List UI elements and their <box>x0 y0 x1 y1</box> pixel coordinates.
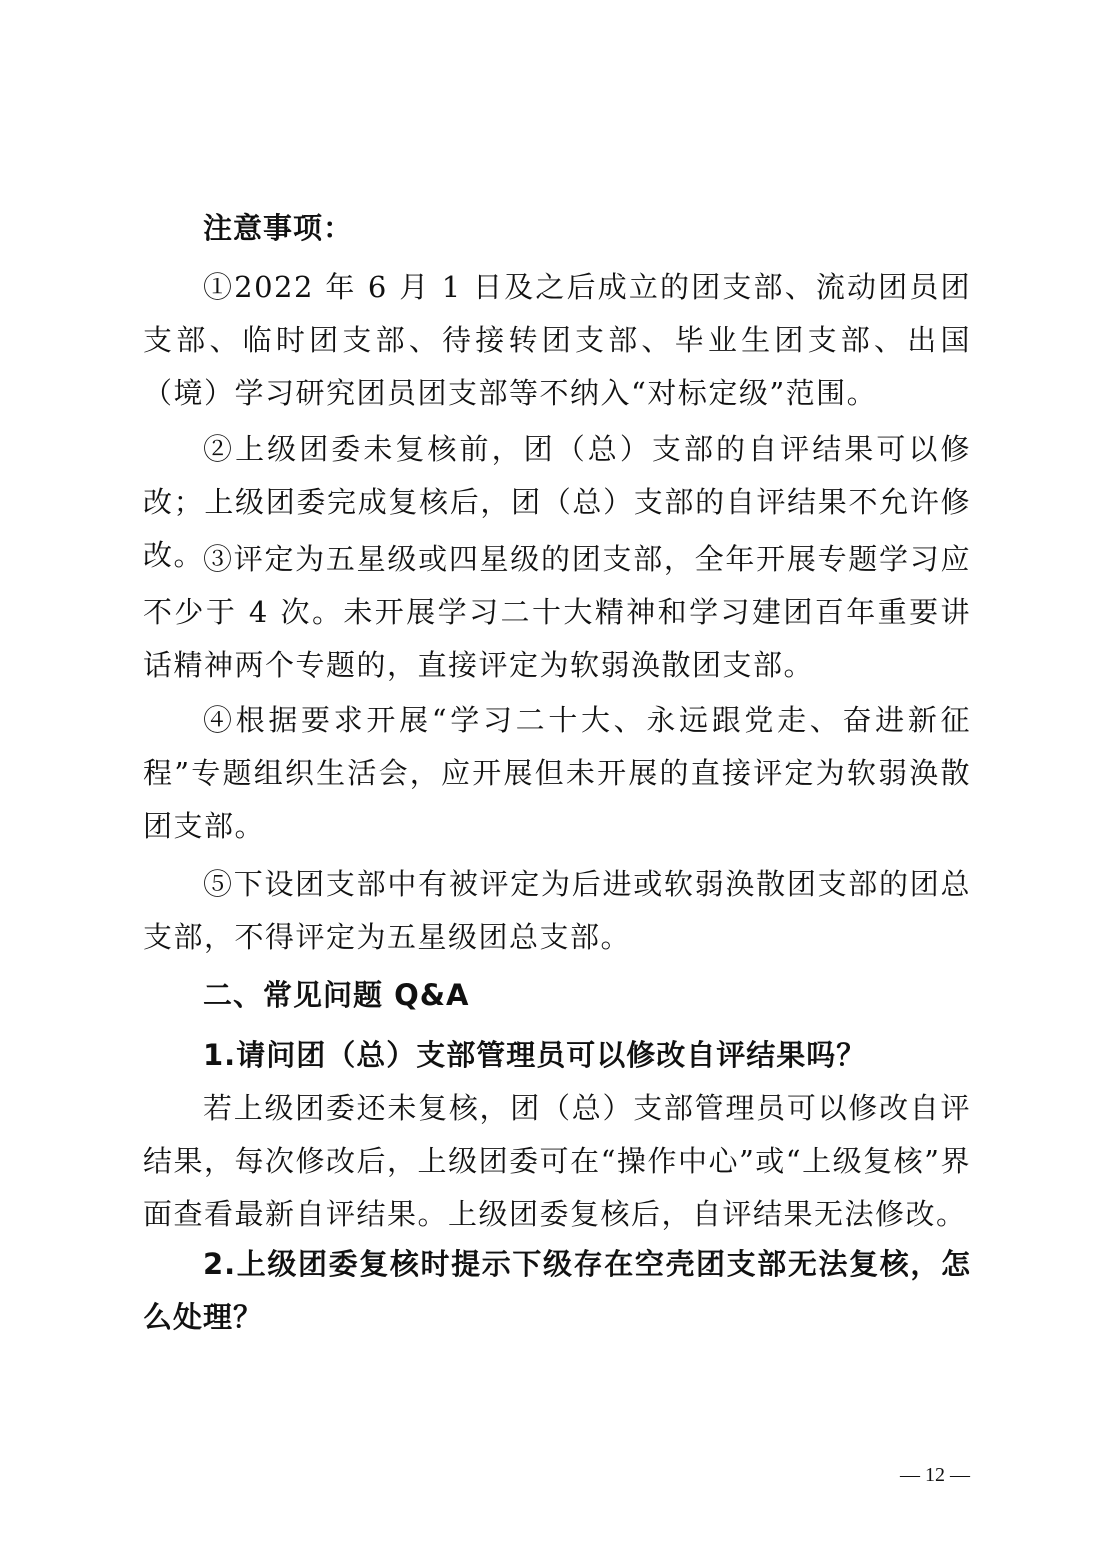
note-item-4: ④根据要求开展“学习二十大、永远跟党走、奋进新征程”专题组织生活会，应开展但未开展的直接评定为软弱涣散团支部。 <box>143 703 971 843</box>
answer-1: 若上级团委还未复核，团（总）支部管理员可以修改自评结果，每次修改后，上级团委可在“操作中心”或“上级复核”界面查看最新自评结果。上级团委复核后，自评结果无法修改。 <box>143 1091 971 1231</box>
note-item-1: ①2022 年 6 月 1 日及之后成立的团支部、流动团员团支部、临时团支部、待接转团支部、毕业生团支部、出国（境）学习研究团员团支部等不纳入“对标定级”范围。 <box>143 270 971 410</box>
notes-heading: 注意事项： <box>203 211 354 245</box>
page-number: — 12 — <box>900 1464 970 1486</box>
note-item-3: ③评定为五星级或四星级的团支部，全年开展专题学习应不少于 4 次。未开展学习二十大精神和学习建团百年重要讲话精神两个专题的，直接评定为软弱涣散团支部。 <box>143 542 971 682</box>
note-item-5: ⑤下设团支部中有被评定为后进或软弱涣散团支部的团总支部，不得评定为五星级团总支部。 <box>143 867 971 954</box>
question-1: 1.请问团（总）支部管理员可以修改自评结果吗？ <box>203 1038 867 1072</box>
section-heading-qa: 二、常见问题 Q&A <box>203 978 470 1012</box>
note-item-2: ②上级团委未复核前，团（总）支部的自评结果可以修改；上级团委完成复核后，团（总）支部的自评结果不允许修改。 <box>143 432 971 572</box>
question-2: 2.上级团委复核时提示下级存在空壳团支部无法复核，怎么处理？ <box>143 1247 971 1334</box>
